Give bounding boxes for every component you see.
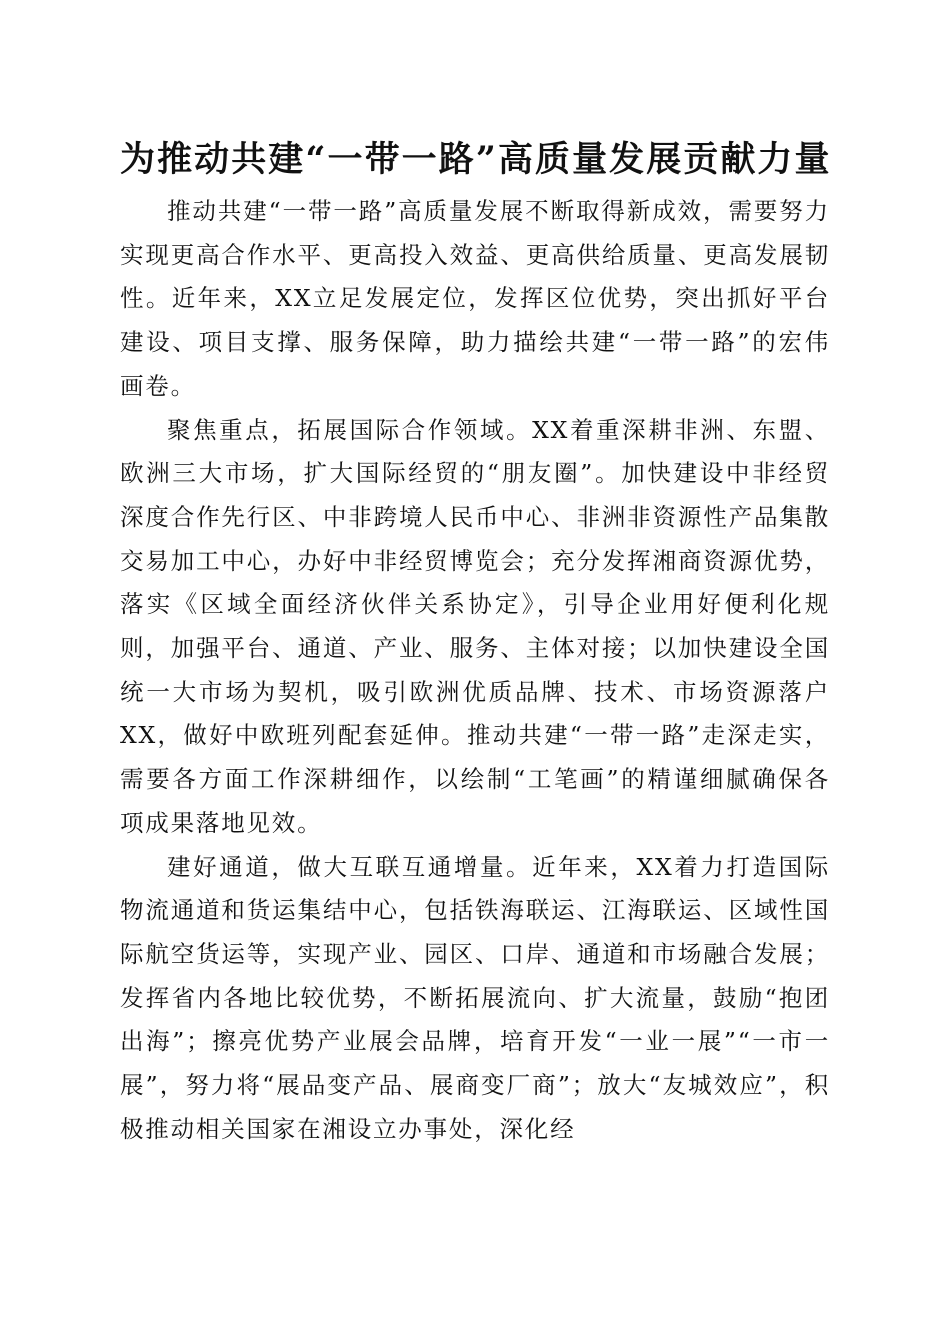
paragraph-intro: 推动共建“一带一路”高质量发展不断取得新成效，需要努力实现更高合作水平、更高投入效益、更高供给质量、更高发展韧性。近年来，XX立足发展定位，发挥区位优势，突出抓好平台建设、项目支撑、服务保障，助力描绘共建“一带一路”的宏伟画卷。 — [120, 197, 830, 400]
paragraph-channels-connectivity: 建好通道，做大互联互通增量。近年来，XX着力打造国际物流通道和货运集结中心，包括铁海联运、江海联运、区域性国际航空货运等，实现产业、园区、口岸、通道和市场融合发展；发挥省内各地比较优势，不断拓展流向、扩大流量，鼓励“抱团出海”；擦亮优势产业展会品牌，培育开发“一业一展”“一市一展”，努力将“展品变产品、展商变厂商”；放大“友城效应”，积极推动相关国家在湘设立办事处，深化经 — [120, 852, 830, 1143]
document-page — [120, 130, 830, 1151]
document-title: 为推动共建“一带一路”高质量发展贡献力量 — [120, 139, 830, 180]
paragraph-international-cooperation: 聚焦重点，拓展国际合作领域。XX着重深耕非洲、东盟、欧洲三大市场，扩大国际经贸的“朋友圈”。加快建设中非经贸深度合作先行区、中非跨境人民币中心、非洲非资源性产品集散交易加工中心，办好中非经贸博览会；充分发挥湘商资源优势，落实《区域全面经济伙伴关系协定》，引导企业用好便利化规则，加强平台、通道、产业、服务、主体对接；以加快建设全国统一大市场为契机，吸引欧洲优质品牌、技术、市场资源落户XX，做好中欧班列配套延伸。推动共建“一带一路”走深走实，需要各方面工作深耕细作，以绘制“工笔画”的精谨细腻确保各项成果落地见效。 — [120, 415, 830, 837]
